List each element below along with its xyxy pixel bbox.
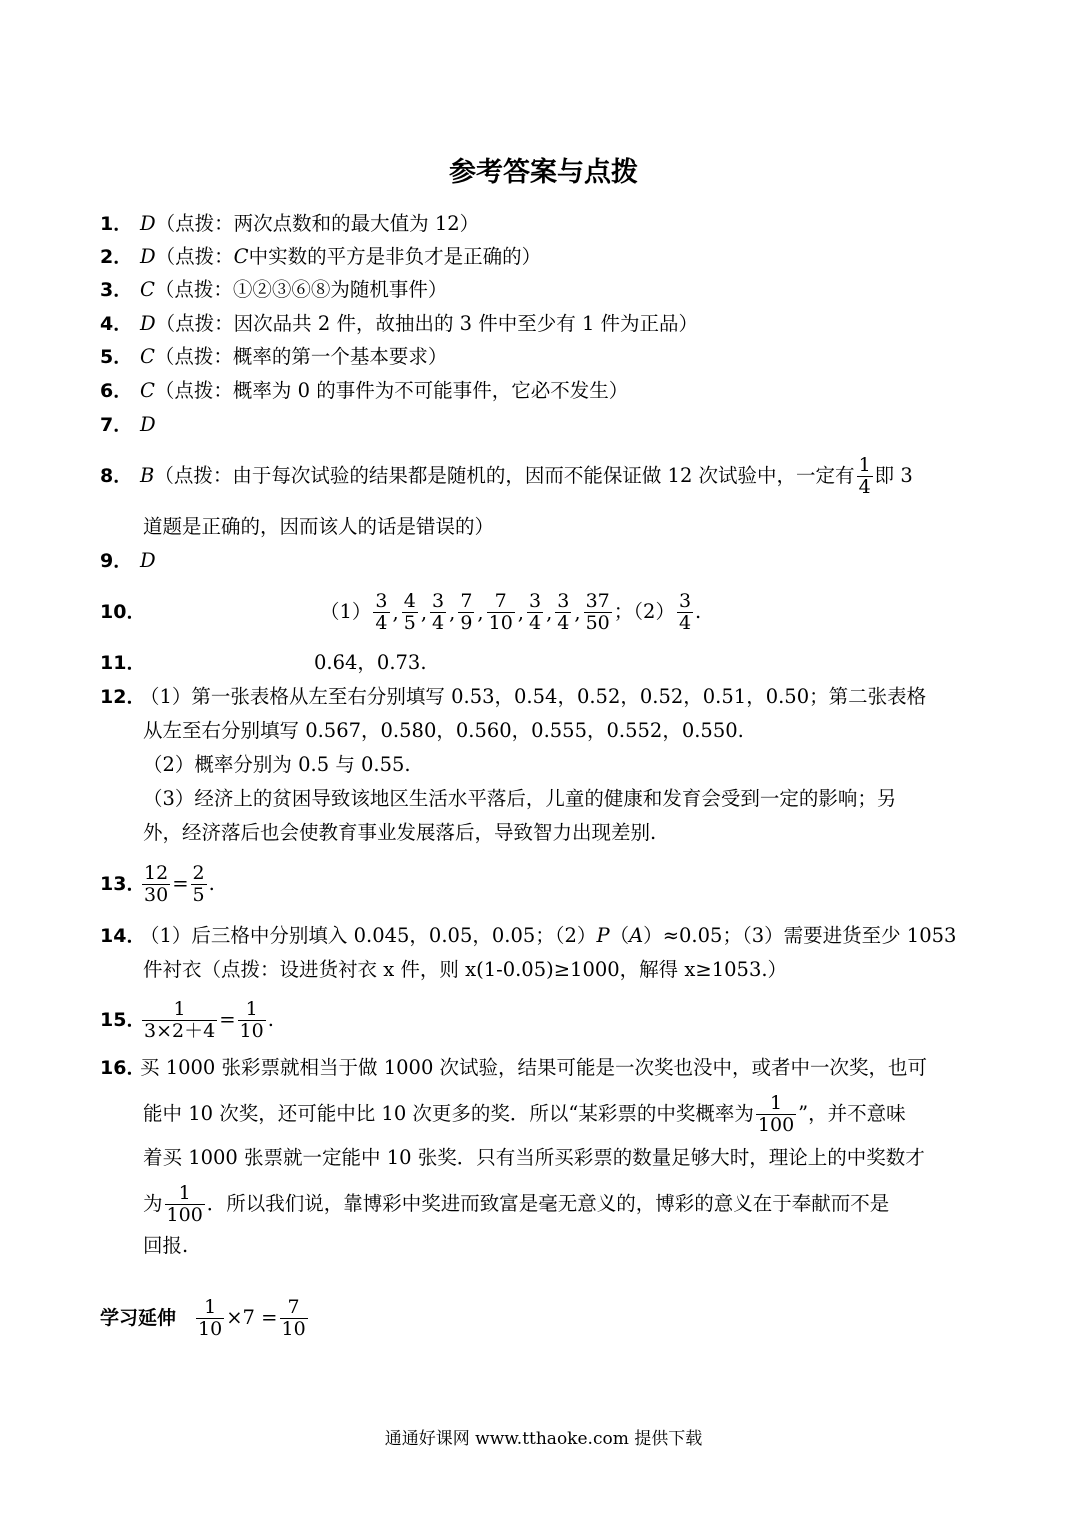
fraction: $\frac{3}{4}$ — [557, 590, 570, 634]
answer-10: 10． （1） $\frac{3}{4}$ , $\frac{4}{5}$ , $\frac{3}{4}$ , $\frac{7}{9}$ , $\frac{7}{10}$ , $\frac{3}{4}$ , $\frac{3}{4}$ , $\frac{37}{50}$ ；（2） $\frac{3}{4}$ . — [100, 584, 1000, 641]
footer-credit: 通通好课网 www.tthaoke.com 提供下载 — [384, 1429, 703, 1449]
answer-15: 15． $\frac{1}{3\times 2+4}$ = $\frac{1}{10}$ . — [100, 998, 274, 1042]
answer-11: 11． 0.64，0.73. — [100, 651, 427, 674]
comma-separator: , — [546, 600, 553, 624]
comma-separator: , — [420, 600, 428, 624]
answer-9: 9． D — [100, 549, 156, 572]
answer-8-continued: 道题是正确的，因而该人的话是错误的） — [143, 515, 495, 538]
fraction: $\frac{7}{10}$ — [488, 590, 513, 634]
answer-16-line4: 为 $\frac{1}{100}$ ．所以我们说，靠博彩中奖进而致富是毫无意义的，博彩的意义在于奉献而不是 — [143, 1182, 890, 1226]
answer-12-line5: 外，经济落后也会使教育事业发展落后，导致智力出现差别. — [143, 821, 657, 844]
answer-10-fractions — [371, 590, 613, 634]
fraction: $\frac{7}{10}$ — [281, 1296, 306, 1340]
comma-separator: , — [449, 600, 456, 624]
answer-2: 2． D（点拨：C中实数的平方是非负才是正确的） — [100, 245, 542, 268]
fraction: $\frac{37}{50}$ — [585, 590, 610, 634]
fraction: $\frac{1}{100}$ — [757, 1092, 795, 1136]
answer-12: 12．（1）第一张表格从左至右分别填写 0.53，0.54，0.52，0.52，0.51，0.50；第二张表格 — [100, 685, 927, 708]
answer-4: 4． D（点拨：因次品共 2 件，故抽出的 3 件中至少有 1 件为正品） — [100, 312, 699, 335]
answer-8: 8． B（点拨：由于每次试验的结果都是随机的，因而不能保证做 12 次试验中，一定有 $\frac{1}{4}$ 即 3 — [100, 454, 913, 498]
fraction: $\frac{1}{10}$ — [239, 998, 264, 1042]
answer-14-line2: 件衬衣（点拨：设进货衬衣 x 件，则 x(1-0.05)≥1000，解得 x≥1053.） — [143, 958, 788, 981]
answer-12-line2: 从左至右分别填写 0.567，0.580，0.560，0.555，0.552，0.550. — [143, 719, 744, 742]
answer-16-line5: 回报. — [143, 1234, 189, 1257]
fraction: $\frac{3}{4}$ — [432, 590, 445, 634]
answer-16-line3: 着买 1000 张票就一定能中 10 张奖．只有当所买彩票的数量足够大时，理论上的中奖数才 — [143, 1146, 925, 1169]
answer-12-line3: （2）概率分别为 0.5 与 0.55. — [143, 753, 411, 776]
fraction: $\frac{2}{5}$ — [192, 862, 205, 906]
comma-separator: , — [574, 600, 581, 624]
answer-16-line2: 能中 10 次奖，还可能中比 10 次更多的奖．所以“某彩票的中奖概率为 $\frac{1}{100}$ ”，并不意味 — [143, 1092, 906, 1136]
fraction: $\frac{4}{5}$ — [403, 590, 416, 634]
fraction: $\frac{3}{4}$ — [375, 590, 388, 634]
page-title: 参考答案与点拨 — [449, 157, 638, 188]
answer-13: 13． $\frac{12}{30}$ = $\frac{2}{5}$ . — [100, 862, 215, 906]
fraction: $\frac{1}{10}$ — [198, 1296, 223, 1340]
comma-separator: , — [392, 600, 399, 624]
extension-label: 学习延伸 — [100, 1307, 177, 1329]
answer-14: 14．（1）后三格中分别填入 0.045，0.05，0.05；（2）P（A）≈0.05；（3）需要进货至少 1053 — [100, 924, 957, 947]
fraction: $\frac{12}{30}$ — [144, 862, 169, 906]
fraction: $\frac{7}{9}$ — [460, 590, 473, 634]
comma-separator: , — [517, 600, 524, 624]
fraction: $\frac{3}{4}$ — [678, 590, 692, 634]
answer-1: 1． D（点拨：两次点数和的最大值为 12） — [100, 212, 480, 235]
answer-12-line4: （3）经济上的贫困导致该地区生活水平落后，儿童的健康和发育会受到一定的影响；另 — [143, 787, 897, 810]
fraction: $\frac{1}{4}$ — [858, 454, 871, 498]
answer-5: 5． C（点拨：概率的第一个基本要求） — [100, 345, 448, 368]
learning-extension: 学习延伸 $\frac{1}{10}$ ×7 = $\frac{7}{10}$ — [100, 1296, 306, 1340]
fraction: $\frac{1}{100}$ — [166, 1182, 203, 1226]
answer-3: 3． C（点拨：①②③⑥⑧为随机事件） — [100, 278, 448, 301]
answer-6: 6． C（点拨：概率为 0 的事件为不可能事件，它必不发生） — [100, 379, 629, 402]
answer-16: 16．买 1000 张彩票就相当于做 1000 次试验，结果可能是一次奖也没中，或者中一次奖，也可 — [100, 1056, 928, 1079]
comma-separator: , — [477, 600, 484, 624]
answer-7: 7． D — [100, 413, 156, 436]
fraction: $\frac{3}{4}$ — [529, 590, 542, 634]
fraction: $\frac{1}{3\times 2+4}$ — [144, 998, 216, 1042]
